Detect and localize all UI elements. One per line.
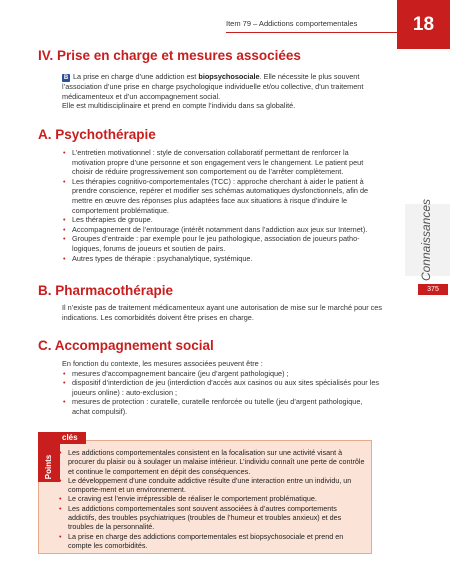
key-point: • Les addictions comportementales consistent en la focalisation sur une activité visant à procurer du plaisir ou à soulager un malaise intérieur. L’individu connaît une perte de contrôle et continue le comportement en dépit des conséquences. [58, 448, 366, 476]
side-label: Connaissances [419, 198, 433, 282]
key-points-tab-cles: clés [62, 433, 78, 442]
section-title-c: C. Accompagnement social [38, 338, 214, 353]
section-iv-intro [62, 72, 382, 111]
section-c-intro: En fonction du contexte, les mesures associées peuvent être : [62, 359, 263, 368]
section-c-content [62, 359, 382, 417]
section-title-iv: IV. Prise en charge et mesures associées [38, 48, 301, 63]
intro-text-end: . Elle nécessite le plus souvent l’association d’une prise en charge psychologique individuelle et/ou collective, d’un traitement médicamenteux et d’un accompagnement social. [62, 72, 364, 101]
section-a-list [62, 148, 382, 263]
section-title-a: A. Psychothérapie [38, 127, 156, 142]
header-rule [226, 32, 398, 33]
key-point: • Le développement d’une conduite addictive résulte d’une interaction entre un individu, un comporte-ment et un environnement. [58, 476, 366, 495]
list-item: • Les thérapies cognitivo-comportementales (TCC) : approche cherchant à aider le patient à prendre conscience, repérer et modifier ses schémas automatiques dysfonctionnels, afin de mettre en œuvre des réponses plus adaptées face aux situations à risque d’induire le comportement problématique. [62, 177, 382, 215]
running-header: Item 79 – Addictions comportementales [226, 19, 358, 28]
key-point: • Les addictions comportementales sont souvent associées à d’autres comportements addictifs, des troubles psychiatriques (troubles de l’humeur et troubles anxieux) et des troubles de la personnalité. [58, 504, 366, 532]
list-item: • L’entretien motivationnel : style de conversation collaboratif permettant de renforcer la motivation propre d’une personne et son engagement vers le changement. Le patient peut choisir de réduire progressivement son comportement ou de l’arrêter complètement. [62, 148, 382, 177]
key-point: • Le craving est l’envie irrépressible de réaliser le comportement problématique. [58, 494, 366, 503]
intro-text-start: La prise en charge d’une addiction est [73, 72, 199, 81]
list-item: • mesures d’accompagnement bancaire (jeu d’argent pathologique) ; [62, 369, 382, 379]
list-item: • Autres types de thérapie : psychanalytique, systémique. [62, 254, 382, 264]
list-item: • Groupes d’entraide : par exemple pour le jeu pathologique, association de joueurs patho-logiques, forums de joueurs et soutien de pairs. [62, 234, 382, 253]
key-points-tab-points: Points [44, 454, 53, 480]
list-item: • Accompagnement de l’entourage (intérêt notamment dans l’addiction aux jeux sur Internet). [62, 225, 382, 235]
section-b-text: Il n’existe pas de traitement médicamenteux ayant une autorisation de mise sur le marché pour ces indications. Les comorbidités doivent être prises en charge. [62, 303, 383, 322]
list-item: • mesures de protection : curatelle, curatelle renforcée ou tutelle (jeu d’argent pathologique, achat compulsif). [62, 397, 382, 416]
list-item: • Les thérapies de groupe. [62, 215, 382, 225]
page-number: 375 [418, 284, 448, 295]
intro-text-2: Elle est multidisciplinaire et prend en compte l’individu dans sa globalité. [62, 101, 296, 111]
section-title-b: B. Pharmacothérapie [38, 283, 174, 298]
list-item: • dispositif d’interdiction de jeu (interdiction d’accès aux casinos ou aux sites spécialisés pour les joueurs online) : auto-exclusion ; [62, 378, 382, 397]
key-point: • La prise en charge des addictions comportementales est biopsychosociale et prend en compte les comorbidités. [58, 532, 366, 551]
intro-keyword: biopsychosociale [198, 72, 260, 81]
chapter-number: 18 [397, 0, 450, 49]
key-points-list [58, 448, 366, 550]
level-badge: B [63, 75, 69, 81]
